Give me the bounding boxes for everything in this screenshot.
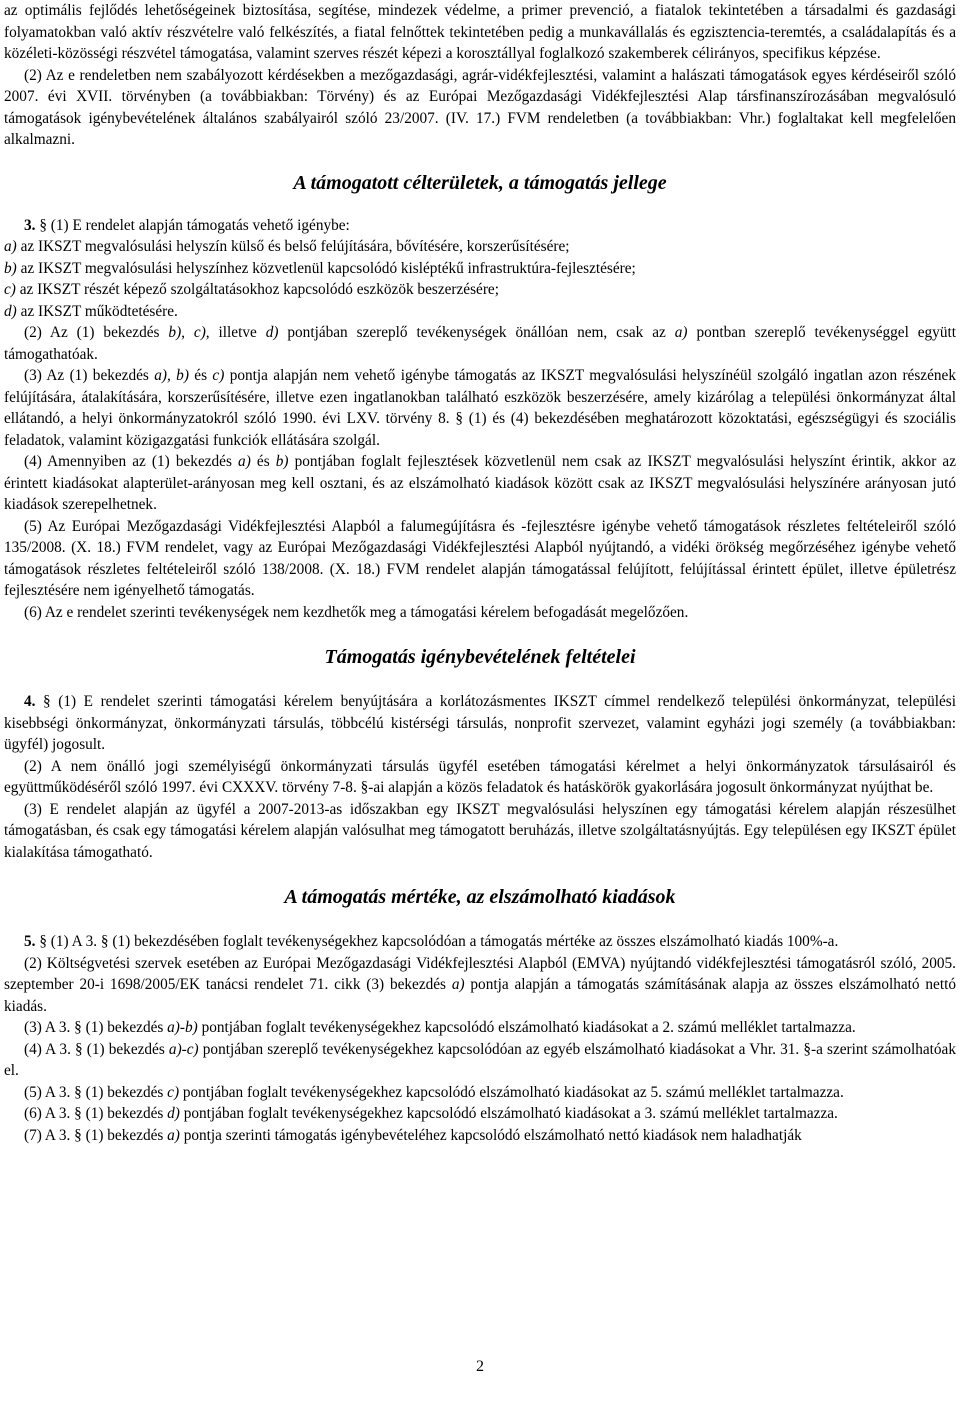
document-page	[4, 0, 956, 1146]
list-item: c) az IKSZT részét képező szolgáltatásokhoz kapcsolódó eszközök beszerzésére;	[4, 281, 499, 298]
section-3-paragraph-5: (5) Az Európai Mezőgazdasági Vidékfejlesztési Alapból a falumegújításra és -fejlesztésre igénybe vehető támogatások részletes feltételeiről szóló 135/2008. (X. 18.) FVM rendelet, vagy az Európai Mezőgazdasági Vidékfejlesztési Alapból nyújtandó, a vidéki örökség megőrzéséhez igénybe vehető támogatások részletes feltételeiről szóló 138/2008. (X. 18.) FVM rendelet alapján támogatással felújított, felújítással érintett épület, illetve épületrész fejlesztésére nem igényelhető támogatás.	[4, 517, 956, 599]
section-3-paragraph-1: 3. § (1) E rendelet alapján támogatás vehető igénybe:	[24, 216, 350, 234]
list-item: b) az IKSZT megvalósulási helyszínhez közvetlenül kapcsolódó kisléptékű infrastruktúra-fejlesztésére;	[4, 259, 636, 277]
section-5-paragraph-5: (5) A 3. § (1) bekezdés c) pontjában foglalt tevékenységekhez kapcsolódó elszámolható kiadásokat az 5. számú melléklet tartalmazza.	[24, 1083, 844, 1101]
list-item: a) az IKSZT megvalósulási helyszín külső és belső felújítására, bővítésére, korszerűsítésére;	[4, 238, 570, 255]
list-item: d) az IKSZT működtetésére.	[4, 302, 178, 320]
section-3-paragraph-6: (6) Az e rendelet szerinti tevékenységek nem kezdhetők meg a támogatási kérelem befogadását megelőzően.	[24, 603, 689, 621]
section-3-paragraph-2: (2) Az (1) bekezdés b), c), illetve d) pontjában szereplő tevékenységek önállóan nem, csak az a) pontban szereplő tevékenységgel együtt támogathatóak.	[4, 324, 956, 363]
section-3-paragraph-4: (4) Amennyiben az (1) bekezdés a) és b) pontjában foglalt fejlesztések közvetlenül nem csak az IKSZT megvalósulási helyszínt érintik, akkor az érintett kiadásokat alapterület-arányosan meg kell osztani, és az elszámolható kiadások között csak az IKSZT megvalósulási helyszínére arányosan jutó kiadások szerepelhetnek.	[4, 453, 956, 513]
page-number: 2	[476, 1358, 484, 1375]
section-5-paragraph-6: (6) A 3. § (1) bekezdés d) pontjában foglalt tevékenységekhez kapcsolódó elszámolható kiadásokat a 3. számú melléklet tartalmazza.	[24, 1105, 838, 1122]
section-5-paragraph-7: (7) A 3. § (1) bekezdés a) pontja szerinti támogatás igénybevételéhez kapcsolódó elszámolható nettó kiadások nem haladhatják	[24, 1126, 802, 1144]
section-3-paragraph-3: (3) Az (1) bekezdés a), b) és c) pontja alapján nem vehető igénybe támogatás az IKSZT megvalósulási helyszínéül szolgáló ingatlan azon részének felújítására, átalakítására, korszerűsítésére, illetve ezen ingatlanokban található eszközök beszerzésére, amely kizárólag a települési önkormányzat által ellátandó, a helyi önkormányzatokról szóló 1990. évi LXV. törvény 8. § (1) és (4) bekezdésében meghatározott közoktatási, egészségügyi és szociális feladatok, valamint közigazgatási funkciók ellátására szolgál.	[4, 367, 956, 449]
section-5-paragraph-1: 5. § (1) A 3. § (1) bekezdésében foglalt tevékenységekhez kapcsolódóan a támogatás mértéke az összes elszámolható kiadás 100%-a.	[24, 933, 839, 950]
section-4-paragraph-3: (3) E rendelet alapján az ügyfél a 2007-2013-as időszakban egy IKSZT megvalósulási helyszínen egy támogatási kérelem alapján részesülhet támogatásban, és csak egy támogatási kérelem alapján valósulhat meg támogatott beruházás, illetve szolgáltatásnyújtás. Egy településen egy IKSZT épület kialakítása támogatható.	[4, 800, 956, 861]
intro-paragraph-1: az optimális fejlődés lehetőségeinek biztosítása, segítése, mindezek védelme, a primer prevenció, a fiatalok tekintetében a társadalmi és gazdasági folyamatokban való aktív részvételre való felkészítés, a fiatal felnőttek tekintetében pedig a munkavállalás és egzisztencia-teremtés, a családalapítás és a közéleti-közösségi részvétel támogatása, valamint szerves részét képezi a korosztállyal foglalkozó szakemberek célirányos, specifikus képzése.	[4, 2, 956, 62]
section-number: 4.	[24, 693, 36, 710]
section-5-paragraph-2: (2) Költségvetési szervek esetében az Európai Mezőgazdasági Vidékfejlesztési Alapból (EMVA) nyújtandó vidékfejlesztési támogatásról szóló, 2005. szeptember 20-i 1698/2005/EK tanácsi rendelet 71. cikk (3) bekezdés a) pontja alapján a támogatás számításának alapja az összes elszámolható nettó kiadás.	[4, 954, 956, 1015]
intro-paragraph-2: (2) Az e rendeletben nem szabályozott kérdésekben a mezőgazdasági, agrár-vidékfejlesztési, valamint a halászati támogatások egyes kérdéseiről szóló 2007. évi XVII. törvényben (a továbbiakban: Törvény) és az Európai Mezőgazdasági Vidékfejlesztési Alap társfinanszírozásában megvalósuló támogatások igénybevételének általános szabályairól szóló 23/2007. (IV. 17.) FVM rendeletben (a továbbiakban: Vhr.) foglaltakat kell megfelelően alkalmazni.	[4, 66, 956, 148]
section-5-paragraph-4: (4) A 3. § (1) bekezdés a)-c) pontjában szereplő tevékenységekhez kapcsolódóan az egyéb elszámolható kiadásokat a Vhr. 31. §-a szerint számolhatóak el.	[4, 1040, 956, 1079]
section-sign: §	[39, 216, 47, 234]
section-5-paragraph-3: (3) A 3. § (1) bekezdés a)-b) pontjában foglalt tevékenységekhez kapcsolódó elszámolható kiadásokat a 2. számú melléklet tartalmazza.	[24, 1019, 856, 1036]
section-4-paragraph-1: 4. § (1) E rendelet szerinti támogatási kérelem benyújtására a korlátozásmentes IKSZT címmel rendelkező települési önkormányzat, települési kisebbségi önkormányzat, önkormányzati társulás, többcélú kistérségi társulás, nonprofit szervezet, valamint egyházi jogi személy (a továbbiakban: ügyfél) jogosult.	[4, 693, 956, 753]
section-number: 3.	[24, 216, 36, 234]
section-number: 5.	[24, 933, 36, 950]
section-sign: §	[39, 933, 47, 950]
section-heading-eligibility: Támogatás igénybevételének feltételei	[324, 646, 636, 668]
section-heading-support-amount: A támogatás mértéke, az elszámolható kiadások	[284, 886, 676, 908]
section-4-paragraph-2: (2) A nem önálló jogi személyiségű önkormányzati társulás ügyfél esetében támogatási kérelmet a helyi önkormányzatok társulásairól és együttműködéséről szóló 1997. évi CXXXV. törvény 7-8. §-ai alapján a közös feladatok és hatáskörök gyakorlására jogosult önkormányzat nyújthat be.	[4, 757, 956, 796]
section-heading-supported-areas: A támogatott célterületek, a támogatás jellege	[293, 171, 667, 194]
section-sign: §	[43, 693, 51, 710]
